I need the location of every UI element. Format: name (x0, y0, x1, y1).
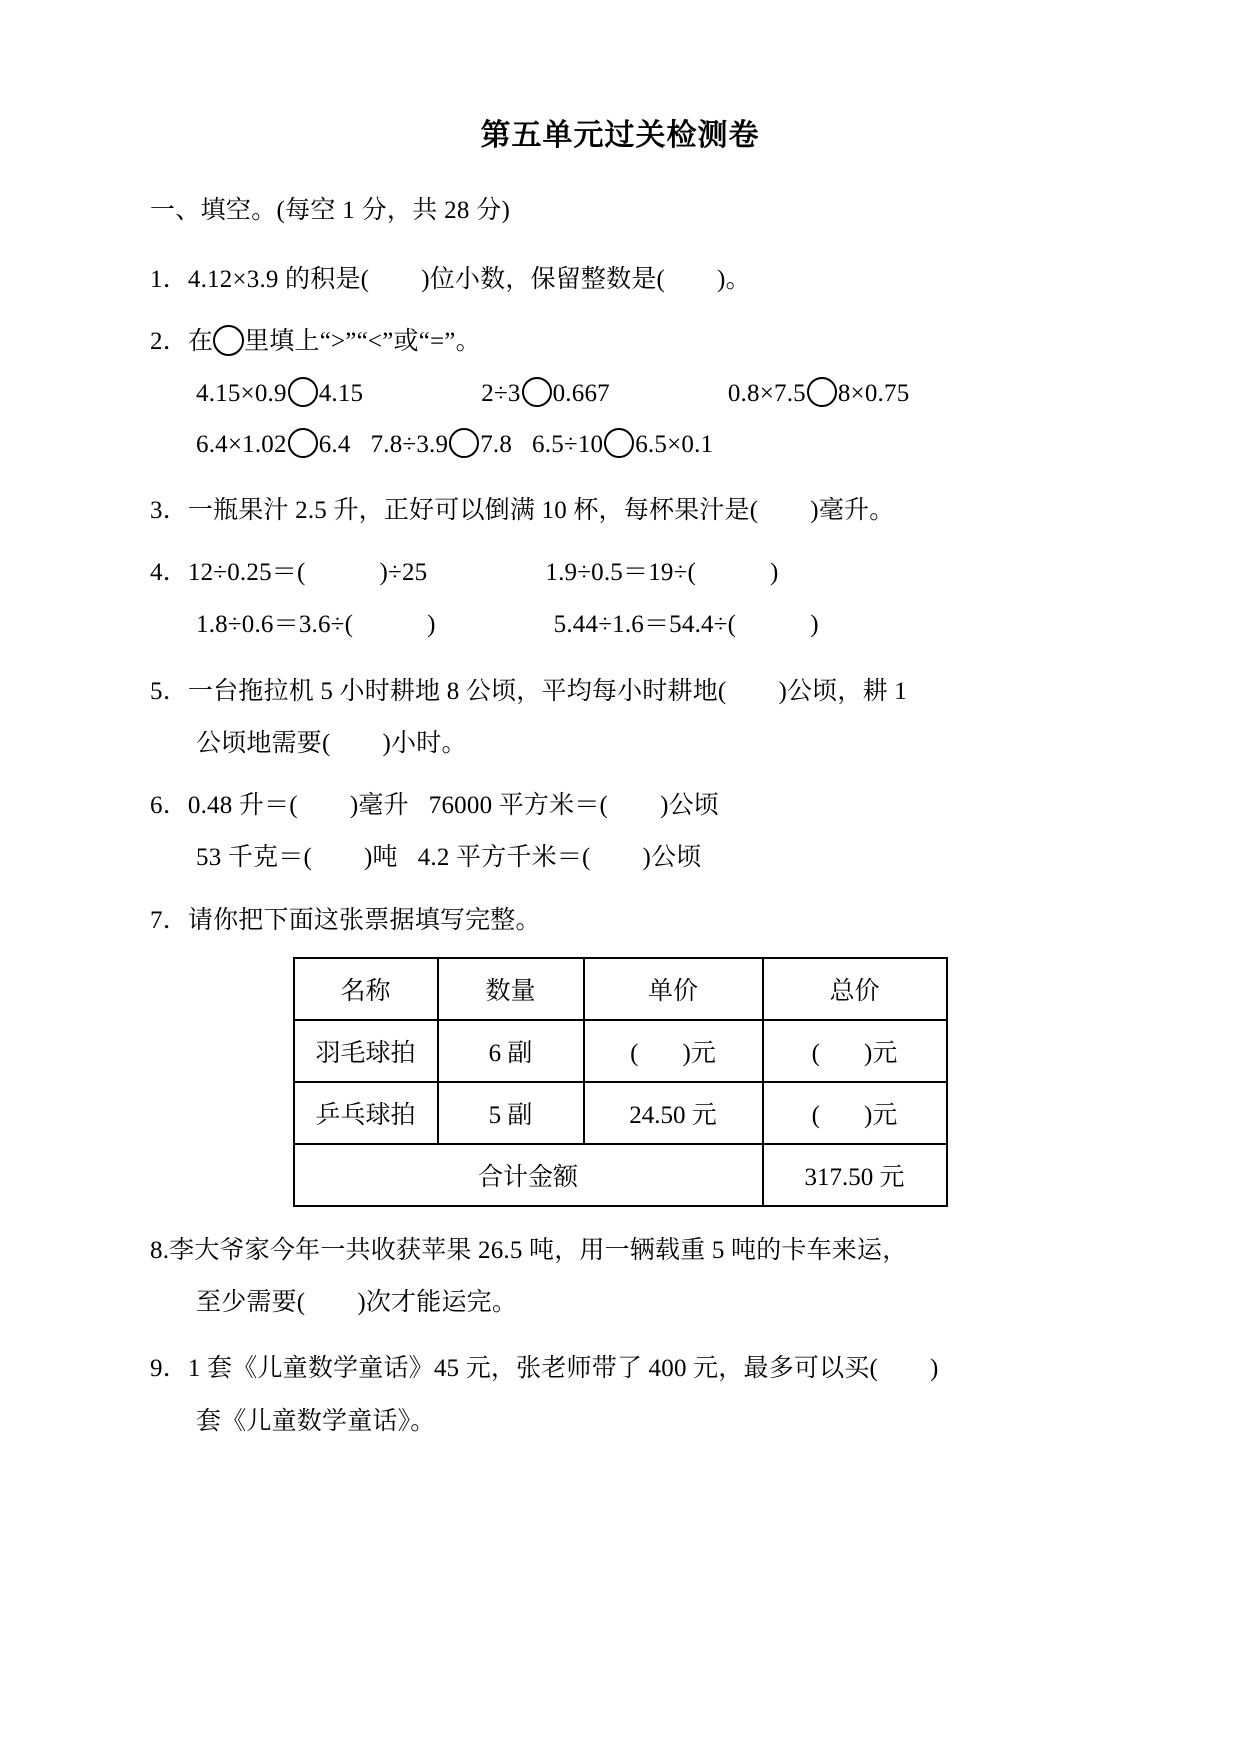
row-2-total-open: ( (811, 1101, 820, 1129)
question-9-line-1-a: 1 套《儿童数学童话》45 元，张老师带了 400 元，最多可以买( (187, 1355, 879, 1383)
row-1-price-blank[interactable] (584, 1020, 763, 1082)
table-header-total: 总价 (763, 958, 947, 1020)
question-6-line-2-d: )公顷 (642, 844, 702, 872)
table-header-price: 单价 (584, 958, 763, 1020)
row-1-qty: 6 副 (438, 1020, 584, 1082)
question-5-line-2-b: )小时。 (382, 729, 467, 757)
footer-label: 合计金额 (294, 1144, 763, 1206)
q2-r2-item3-left: 6.5÷10 (532, 430, 604, 458)
table-footer-row (294, 1144, 947, 1206)
question-9-line-2-text: 套《儿童数学童话》。 (196, 1407, 436, 1435)
question-6-line-2-a: 53 千克＝( (196, 844, 312, 872)
compare-circle-icon[interactable] (449, 428, 479, 458)
question-1 (150, 262, 1090, 298)
question-8-line-1-text: 李大爷家今年一共收获苹果 26.5 吨，用一辆载重 5 吨的卡车来运， (169, 1236, 908, 1264)
q2-r1-item1-right: 4.15 (318, 380, 364, 408)
footer-value: 317.50 元 (763, 1144, 947, 1206)
question-4-number: 4． (150, 559, 188, 586)
question-5 (150, 674, 1090, 763)
question-8-line-2-a: 至少需要( (196, 1289, 306, 1316)
section-heading-fill-in-blank: 一、填空。(每空 1 分，共 28 分) (150, 197, 511, 224)
question-9-line-2 (150, 1404, 1090, 1440)
table-header-qty: 数量 (438, 958, 584, 1020)
row-1-total-close: )元 (864, 1039, 898, 1067)
q2-r1-item3-right: 8×0.75 (837, 380, 910, 408)
row-1-price-close: )元 (682, 1039, 716, 1067)
question-6-line-2-c: 4.2 平方千米＝( (417, 844, 591, 872)
row-2-name: 乒乓球拍 (294, 1082, 438, 1144)
question-4-line-1 (150, 555, 1090, 591)
q4-l1-item1-left: 12÷0.25＝( (187, 559, 306, 586)
question-5-number: 5． (150, 677, 188, 705)
question-6-line-1-c: 76000 平方米＝( (428, 792, 609, 819)
compare-circle-icon[interactable] (522, 377, 552, 407)
q4-l2-item1-right: ) (427, 611, 436, 639)
question-6-number: 6． (150, 792, 188, 819)
row-1-total-blank[interactable] (763, 1020, 947, 1082)
row-1-total-open: ( (811, 1039, 820, 1067)
question-8 (150, 1233, 1090, 1322)
question-9-line-1 (150, 1351, 1090, 1387)
q2-r2-item1-left: 6.4×1.02 (196, 430, 287, 458)
question-6-line-1 (150, 788, 1090, 824)
row-2-total-blank[interactable] (763, 1082, 947, 1144)
question-5-line-2 (150, 726, 1090, 762)
q4-l2-item2-left: 5.44÷1.6＝54.4÷( (553, 611, 737, 639)
question-8-line-1 (150, 1233, 1090, 1269)
q2-r2-item1-right: 6.4 (318, 430, 351, 458)
q2-r1-item3-left: 0.8×7.5 (727, 380, 806, 408)
question-6-line-2-b: )吨 (363, 844, 398, 872)
row-2-qty: 5 副 (438, 1082, 584, 1144)
question-9-line-1-b: ) (930, 1355, 939, 1383)
compare-circle-icon[interactable] (807, 377, 837, 407)
q2-r2-item2-left: 7.8÷3.9 (370, 430, 449, 458)
question-8-line-2 (150, 1285, 1090, 1321)
question-8-line-2-b: )次才能运完。 (357, 1289, 518, 1316)
question-2-prompt-b: 里填上“>”“<”或“=”。 (244, 328, 481, 355)
question-8-number: 8. (150, 1236, 170, 1264)
question-3-part-b: )毫升。 (810, 496, 895, 524)
question-5-line-1 (150, 674, 1090, 710)
compare-circle-icon[interactable] (288, 377, 318, 407)
row-2-total-close: )元 (864, 1101, 898, 1129)
receipt-table (293, 957, 948, 1207)
question-2-number: 2． (150, 328, 188, 355)
question-7-prompt: 请你把下面这张票据填写完整。 (187, 906, 541, 934)
question-1-part-b: )位小数，保留整数是( (421, 265, 666, 293)
table-row (294, 1020, 947, 1082)
q2-r2-item2-right: 7.8 (480, 430, 513, 458)
question-6-line-1-b: )毫升 (349, 792, 409, 819)
question-5-line-2-a: 公顷地需要( (196, 729, 331, 757)
question-4 (150, 555, 1090, 644)
table-row (294, 1082, 947, 1144)
q4-l1-item2-right: ) (770, 559, 779, 586)
question-2-prompt (150, 324, 1090, 360)
question-3-number: 3． (150, 496, 188, 524)
q4-l2-item2-right: ) (810, 611, 819, 639)
q4-l1-item1-right: )÷25 (379, 559, 428, 586)
question-4-line-2 (150, 607, 1090, 643)
question-2 (150, 324, 1090, 463)
question-7 (150, 903, 1090, 939)
q2-r1-item2-left: 2÷3 (481, 380, 521, 408)
row-1-price-open: ( (630, 1039, 639, 1067)
question-2-row-1 (150, 376, 1090, 412)
question-2-row-2 (150, 427, 1090, 463)
question-1-part-a: 4.12×3.9 的积是( (187, 265, 370, 293)
question-2-prompt-a: 在 (187, 328, 214, 355)
compare-circle-icon[interactable] (288, 428, 318, 458)
q4-l2-item1-left: 1.8÷0.6＝3.6÷( (196, 611, 354, 639)
question-6-line-1-d: )公顷 (660, 792, 719, 819)
question-9-number: 9． (150, 1355, 188, 1383)
page-title: 第五单元过关检测卷 (480, 118, 760, 153)
question-6-line-1-a: 0.48 升＝( (187, 792, 298, 819)
table-header-row (294, 958, 947, 1020)
receipt-table-wrapper (150, 957, 1090, 1207)
question-7-number: 7． (150, 906, 188, 934)
question-3 (150, 493, 1090, 529)
question-5-line-1-b: )公顷，耕 1 (778, 677, 907, 705)
question-9 (150, 1351, 1090, 1440)
q2-r1-item1-left: 4.15×0.9 (196, 380, 287, 408)
question-6-line-2 (150, 840, 1090, 876)
q2-r1-item2-right: 0.667 (552, 380, 610, 408)
question-5-line-1-a: 一台拖拉机 5 小时耕地 8 公顷，平均每小时耕地( (187, 677, 727, 705)
compare-circle-icon[interactable] (604, 428, 634, 458)
circle-icon[interactable] (213, 325, 244, 356)
table-header-name: 名称 (294, 958, 438, 1020)
question-1-part-c: )。 (717, 265, 751, 293)
q4-l1-item2-left: 1.9÷0.5＝19÷( (545, 559, 697, 586)
row-2-price: 24.50 元 (584, 1082, 763, 1144)
q2-r2-item3-right: 6.5×0.1 (635, 430, 714, 458)
question-3-part-a: 一瓶果汁 2.5 升，正好可以倒满 10 杯，每杯果汁是( (187, 496, 759, 524)
question-1-number: 1． (150, 265, 188, 293)
question-6 (150, 788, 1090, 877)
row-1-name: 羽毛球拍 (294, 1020, 438, 1082)
